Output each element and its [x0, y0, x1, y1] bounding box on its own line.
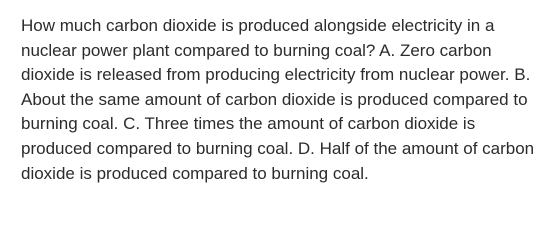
question-text: How much carbon dioxide is produced alongside electricity in a nuclear power plant compared to burning coal? A. Zero carbon dioxide is released from producing electricity from nuclear power. B. About the same amount of carbon dioxide is produced compared to burning coal. C. Three times the amount of carbon dioxide is produced compared to burning coal. D. Half of the amount of carbon dioxide is produced compared to burning coal. — [21, 16, 535, 183]
